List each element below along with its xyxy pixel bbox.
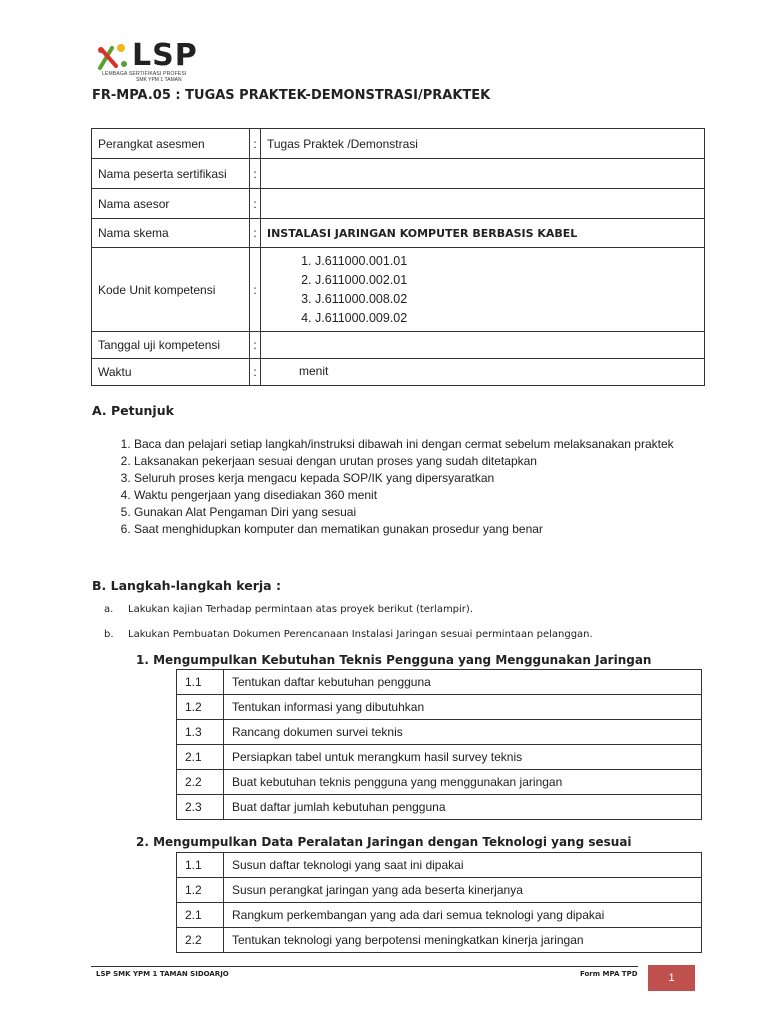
info-row xyxy=(92,219,705,248)
sub-b-marker: b. xyxy=(104,629,114,640)
task-number: 1.2 xyxy=(177,695,224,720)
info-label: Perangkat asesmen xyxy=(92,129,250,159)
table-row xyxy=(177,770,702,795)
info-value xyxy=(261,189,705,219)
section-a-title: A. Petunjuk xyxy=(92,403,174,418)
table-row xyxy=(177,903,702,928)
info-label: Nama skema xyxy=(92,219,250,248)
task-number: 2.2 xyxy=(177,928,224,953)
table-row xyxy=(177,720,702,745)
info-value: Tugas Praktek /Demonstrasi xyxy=(261,129,705,159)
info-row xyxy=(92,359,705,386)
info-colon: : xyxy=(250,219,261,248)
info-colon: : xyxy=(250,248,261,332)
instruction-item: 5. Gunakan Alat Pengaman Diri yang sesuai xyxy=(134,504,694,521)
unit-code-list xyxy=(267,252,698,328)
footer-divider xyxy=(91,966,638,967)
table-row xyxy=(177,695,702,720)
task-number: 1.3 xyxy=(177,720,224,745)
task-text: Susun daftar teknologi yang saat ini dipakai xyxy=(224,853,702,878)
unit-code: 2. J.611000.002.01 xyxy=(315,271,698,290)
info-row xyxy=(92,332,705,359)
duration-value: menit xyxy=(261,359,705,386)
sub-a-text: Lakukan kajian Terhadap permintaan atas proyek berikut (terlampir). xyxy=(128,604,473,615)
instruction-item: 4. Waktu pengerjaan yang disediakan 360 menit xyxy=(134,487,694,504)
page-number: 1 xyxy=(648,965,695,991)
sub-a-marker: a. xyxy=(104,604,114,615)
task-text: Rangkum perkembangan yang ada dari semua teknologi yang dipakai xyxy=(224,903,702,928)
task-1-title: 1. Mengumpulkan Kebutuhan Teknis Pengguna yang Menggunakan Jaringan xyxy=(136,653,652,667)
section-b-title: B. Langkah-langkah kerja : xyxy=(92,578,281,593)
info-row xyxy=(92,159,705,189)
task-text: Persiapkan tabel untuk merangkum hasil survey teknis xyxy=(224,745,702,770)
scheme-name: INSTALASI JARINGAN KOMPUTER BERBASIS KABEL xyxy=(261,219,705,248)
task-number: 2.2 xyxy=(177,770,224,795)
table-row xyxy=(177,853,702,878)
info-colon: : xyxy=(250,189,261,219)
task-text: Tentukan daftar kebutuhan pengguna xyxy=(224,670,702,695)
footer-org: LSP SMK YPM 1 TAMAN SIDOARJO xyxy=(96,970,229,978)
unit-code: 3. J.611000.008.02 xyxy=(315,290,698,309)
task-number: 2.3 xyxy=(177,795,224,820)
lsp-logo-icon xyxy=(96,42,130,72)
task-2-title: 2. Mengumpulkan Data Peralatan Jaringan dengan Teknologi yang sesuai xyxy=(136,835,632,849)
info-row xyxy=(92,248,705,332)
info-colon: : xyxy=(250,332,261,359)
table-row xyxy=(177,928,702,953)
table-row xyxy=(177,745,702,770)
instruction-item: 1. Baca dan pelajari setiap langkah/instruksi dibawah ini dengan cermat sebelum melaksanakan praktek xyxy=(134,436,694,453)
instruction-item: 3. Seluruh proses kerja mengacu kepada SOP/IK yang dipersyaratkan xyxy=(134,470,694,487)
task-text: Tentukan informasi yang dibutuhkan xyxy=(224,695,702,720)
instruction-item: 2. Laksanakan pekerjaan sesuai dengan urutan proses yang sudah ditetapkan xyxy=(134,453,694,470)
info-colon: : xyxy=(250,129,261,159)
table-row xyxy=(177,670,702,695)
task-text: Rancang dokumen survei teknis xyxy=(224,720,702,745)
logo-subtitle-school: SMK YPM 1 TAMAN xyxy=(136,77,182,83)
logo-subtitle: LEMBAGA SERTIFIKASI PROFESI xyxy=(102,71,187,77)
info-label: Nama asesor xyxy=(92,189,250,219)
unit-code: 4. J.611000.009.02 xyxy=(315,309,698,328)
footer-form: Form MPA TPD xyxy=(580,970,638,978)
logo-text: LSP xyxy=(132,38,198,73)
task-number: 2.1 xyxy=(177,903,224,928)
task-text: Susun perangkat jaringan yang ada beserta kinerjanya xyxy=(224,878,702,903)
info-row xyxy=(92,189,705,219)
instructions-list xyxy=(112,436,694,538)
document-title: FR-MPA.05 : TUGAS PRAKTEK-DEMONSTRASI/PRAKTEK xyxy=(92,88,491,103)
unit-code: 1. J.611000.001.01 xyxy=(315,252,698,271)
info-label: Nama peserta sertifikasi xyxy=(92,159,250,189)
task-2-table xyxy=(176,852,702,953)
task-text: Tentukan teknologi yang berpotensi meningkatkan kinerja jaringan xyxy=(224,928,702,953)
task-text: Buat kebutuhan teknis pengguna yang menggunakan jaringan xyxy=(224,770,702,795)
task-number: 1.2 xyxy=(177,878,224,903)
info-row xyxy=(92,129,705,159)
info-label: Kode Unit kompetensi xyxy=(92,248,250,332)
info-colon: : xyxy=(250,159,261,189)
info-label: Waktu xyxy=(92,359,250,386)
sub-b-text: Lakukan Pembuatan Dokumen Perencanaan Instalasi Jaringan sesuai permintaan pelanggan. xyxy=(128,629,593,640)
instruction-item: 6. Saat menghidupkan komputer dan mematikan gunakan prosedur yang benar xyxy=(134,521,694,538)
info-value xyxy=(261,159,705,189)
table-row xyxy=(177,795,702,820)
task-number: 2.1 xyxy=(177,745,224,770)
task-number: 1.1 xyxy=(177,853,224,878)
unit-codes xyxy=(261,248,705,332)
lsp-logo xyxy=(96,38,216,84)
task-number: 1.1 xyxy=(177,670,224,695)
table-row xyxy=(177,878,702,903)
info-label: Tanggal uji kompetensi xyxy=(92,332,250,359)
task-1-table xyxy=(176,669,702,820)
info-colon: : xyxy=(250,359,261,386)
task-text: Buat daftar jumlah kebutuhan pengguna xyxy=(224,795,702,820)
assessment-info-table xyxy=(91,128,705,386)
info-value xyxy=(261,332,705,359)
